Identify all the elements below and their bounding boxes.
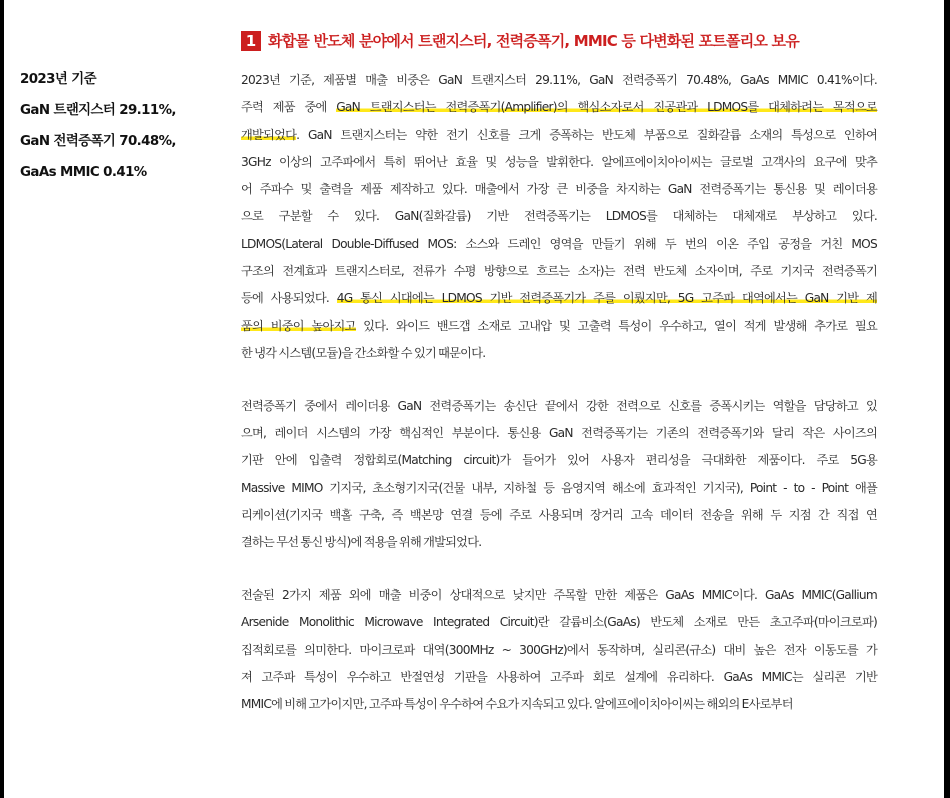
text-segment: Massive MIMO 기지국, 초소형기지국(건물 내부, 지하철 등 음영지역 해소에 효과적인 기지국), Point - to - Point 애플 (241, 480, 877, 495)
text-segment: . GaN 트랜지스터는 약한 전기 신호를 크게 증폭하는 반도체 부품으로 질화갈륨 소재의 특성으로 인하여 (296, 127, 877, 142)
highlighted-text: 개발되었다 (241, 127, 297, 142)
text-segment: 져 고주파 특성이 우수하고 반절연성 기판을 사용하여 고주파 회로 설계에 유리하다. GaAs MMIC는 실리콘 기반 (241, 669, 877, 684)
text-segment: 으며, 레이더 시스템의 가장 핵심적인 부분이다. 통신용 GaN 전력증폭기는 기존의 전력증폭기와 달리 작은 사이즈의 (241, 426, 877, 441)
highlighted-text: GaN 트랜지스터는 전력증폭기(Amplifier)의 핵심소자로서 진공관과 LDMOS를 대체하려는 목적으로 (336, 100, 877, 115)
text-line (241, 67, 877, 94)
text-segment: 집적회로를 의미한다. 마이크로파 대역(300MHz ~ 300GHz)에서 동작하며, 실리콘(규소) 대비 높은 전자 이동도를 가 (241, 642, 877, 657)
text-line (241, 582, 877, 609)
text-segment: 리케이션(기지국 백홀 구축, 즉 백본망 연결 등에 주로 사용되며 장거리 고속 데이터 전송을 위해 두 지점 간 직접 연 (241, 507, 877, 522)
text-line (241, 475, 877, 502)
text-line (241, 231, 877, 258)
text-line (241, 393, 877, 420)
text-segment: 주력 제품 중에 (241, 100, 337, 115)
text-segment: 구조의 전계효과 트랜지스터로, 전류가 수평 방향으로 흐르는 소자)는 전력 반도체 소자이며, 주로 기지국 전력증폭기 (241, 264, 877, 279)
text-line (241, 122, 877, 149)
body-text (241, 67, 877, 744)
text-segment: 한 냉각 시스템(모듈)을 간소화할 수 있기 때문이다. (241, 345, 486, 360)
sidebar-figure-line: 2023년 기준 (20, 72, 96, 87)
highlighted-text: 4G 통신 시대에는 LDMOS 기반 전력증폭기가 주를 이뤘지만, 5G 고주파 대역에서는 GaN 기반 제 (336, 291, 877, 306)
text-line (241, 149, 877, 176)
text-line (241, 258, 877, 285)
report-page (4, 0, 944, 798)
text-segment: 으로 구분할 수 있다. GaN(질화갈륨) 기반 전력증폭기는 LDMOS를 대체하는 대체재로 부상하고 있다. (241, 209, 877, 224)
text-line (241, 420, 877, 447)
text-line (241, 447, 877, 474)
section-title: 화합물 반도체 분야에서 트랜지스터, 전력증폭기, MMIC 등 다변화된 포트폴리오 보유 (268, 32, 799, 50)
text-line (241, 176, 877, 203)
text-segment: 있다. 와이드 밴드갭 소재로 고내압 및 고출력 특성이 우수하고, 열이 적게 발생해 추가로 필요 (355, 318, 877, 333)
text-segment: 3GHz 이상의 고주파에서 특히 뛰어난 효율 및 성능을 발휘한다. 알에프에이치아이씨는 글로벌 고객사의 요구에 맞추 (241, 154, 877, 169)
text-line (241, 313, 877, 340)
text-line (241, 502, 877, 529)
highlighted-text: 품의 비중이 높아지고 (241, 318, 356, 333)
sidebar-figure-line: GaN 전력증폭기 70.48%, (20, 134, 176, 149)
text-line (241, 609, 877, 636)
text-line (241, 340, 877, 367)
text-segment: 등에 사용되었다. (241, 291, 337, 306)
text-line (241, 637, 877, 664)
text-segment: 전력증폭기 중에서 레이더용 GaN 전력증폭기는 송신단 끝에서 강한 전력으로 신호를 증폭시키는 역할을 담당하고 있 (241, 398, 877, 413)
text-segment: 어 주파수 및 출력을 제품 제작하고 있다. 매출에서 가장 큰 비중을 차지하는 GaN 전력증폭기는 통신용 및 레이더용 (241, 182, 877, 197)
text-segment: 결하는 무선 통신 방식)에 적용을 위해 개발되었다. (241, 535, 482, 550)
text-line (241, 285, 877, 312)
body-paragraph (241, 582, 877, 718)
text-segment: Arsenide Monolithic Microwave Integrated Circuit)란 갈륨비소(GaAs) 반도체 소재로 만든 초고주파(마이크로파) (241, 615, 877, 630)
text-segment: MMIC에 비해 고가이지만, 고주파 특성이 우수하여 수요가 지속되고 있다. 알에프에이치아이씨는 해외의 E사로부터 (241, 697, 793, 712)
text-line (241, 664, 877, 691)
sidebar-figure-line: GaAs MMIC 0.41% (20, 165, 147, 180)
text-segment: LDMOS(Lateral Double-Diffused MOS: 소스와 드레인 영역을 만들기 위해 두 번의 이온 주입 공정을 거친 MOS (241, 236, 877, 251)
sidebar-figure-line: GaN 트랜지스터 29.11%, (20, 103, 176, 118)
text-line (241, 94, 877, 121)
section-heading (241, 30, 799, 51)
text-segment: 2023년 기준, 제품별 매출 비중은 GaN 트랜지스터 29.11%, GaN 전력증폭기 70.48%, GaAs MMIC 0.41%이다. (241, 73, 877, 87)
body-paragraph (241, 393, 877, 557)
text-line (241, 529, 877, 556)
section-number-badge: 1 (241, 31, 261, 51)
text-segment: 기판 안에 입출력 정합회로(Matching circuit)가 들어가 있어 사용자 편리성을 극대화한 제품이다. 주로 5G용 (241, 453, 877, 468)
body-paragraph (241, 67, 877, 367)
key-figures-sidebar (20, 70, 225, 194)
text-line (241, 203, 877, 230)
text-line (241, 691, 877, 718)
text-segment: 전술된 2가지 제품 외에 매출 비중이 상대적으로 낮지만 주목할 만한 제품은 GaAs MMIC이다. GaAs MMIC(Gallium (241, 588, 877, 603)
